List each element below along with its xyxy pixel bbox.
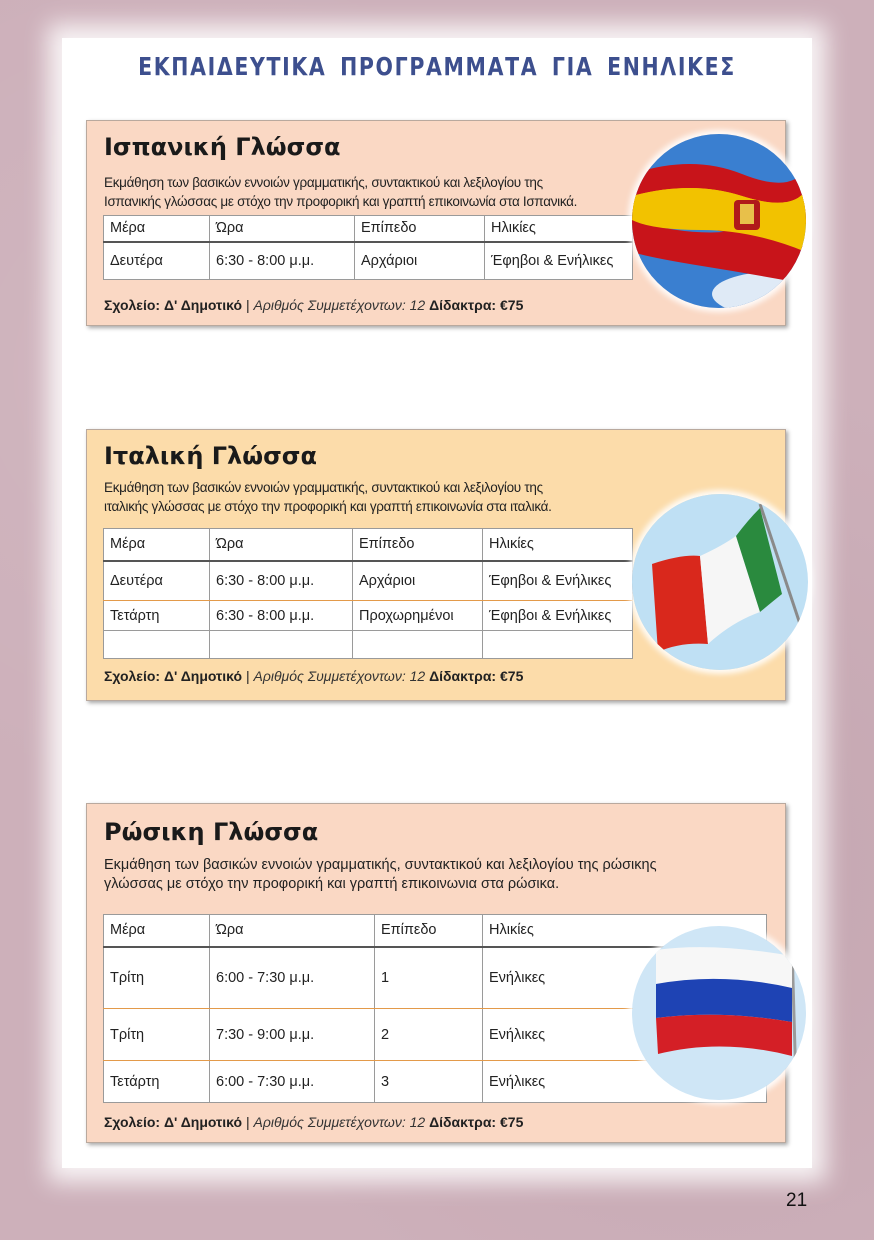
fees-value: €75: [500, 668, 524, 684]
table-row: [104, 242, 633, 280]
cell-level: Αρχάριοι: [353, 561, 483, 601]
cell-day: Τρίτη: [104, 947, 210, 1009]
course-description: Εκμάθηση των βασικών εννοιών γραμματικής, συντακτικού και λεξιλογίου της ρώσικης γλώσσας με στόχο την προφορική και γραπτή επικοινωνια στα ρώσικα.: [104, 857, 657, 892]
table-row: [104, 601, 633, 631]
page-number: 21: [786, 1190, 808, 1211]
cell-level: 3: [375, 1061, 483, 1103]
school-name: Δ' Δημοτικό: [163, 1114, 243, 1130]
header-time: Ώρα: [210, 915, 375, 947]
course-title: Ρώσικη Γλώσσα: [104, 818, 319, 846]
schedule-table: [103, 528, 633, 659]
cell-level: Προχωρημένοι: [353, 601, 483, 631]
cell-ages: [483, 631, 633, 659]
spain-flag-icon: [632, 134, 806, 308]
cell-ages: Έφηβοι & Ενήλικες: [485, 242, 633, 280]
cell-ages: Έφηβοι & Ενήλικες: [483, 601, 633, 631]
course-title: Ισπανική Γλώσσα: [104, 133, 341, 161]
page-title: ΕΚΠΑΙΔΕΥΤΙΚΑ ΠΡΟΓΡΑΜΜΑΤΑ ΓΙΑ ΕΝΗΛΙΚΕΣ: [138, 52, 736, 81]
header-level: Επίπεδο: [375, 915, 483, 947]
table-row: [104, 631, 633, 659]
school-label: Σχολείο:: [104, 668, 161, 684]
participants: Αριθμός Συμμετέχοντων: 12: [253, 297, 426, 313]
cell-level: [353, 631, 483, 659]
cell-day: Τετάρτη: [104, 601, 210, 631]
participants: Αριθμός Συμμετέχοντων: 12: [253, 668, 426, 684]
cell-time: [210, 631, 353, 659]
cell-ages: Ενήλικες: [483, 947, 767, 1009]
cell-level: 1: [375, 947, 483, 1009]
header-time: Ώρα: [210, 529, 353, 561]
header-day: Μέρα: [104, 915, 210, 947]
header-level: Επίπεδο: [355, 216, 485, 242]
italy-flag-icon: [632, 494, 808, 670]
cell-day: Τρίτη: [104, 1009, 210, 1061]
separator: |: [245, 1114, 250, 1130]
cell-time: 6:00 - 7:30 μ.μ.: [210, 1061, 375, 1103]
table-header-row: [104, 216, 633, 242]
fees-value: €75: [500, 297, 524, 313]
cell-time: 6:30 - 8:00 μ.μ.: [210, 601, 353, 631]
cell-time: 7:30 - 9:00 μ.μ.: [210, 1009, 375, 1061]
participants: Αριθμός Συμμετέχοντων: 12: [253, 1114, 426, 1130]
table-row: [104, 561, 633, 601]
school-name: Δ' Δημοτικό: [163, 297, 243, 313]
schedule-table: [103, 215, 633, 280]
separator: |: [245, 668, 250, 684]
separator: |: [245, 297, 250, 313]
cell-ages: Έφηβοι & Ενήλικες: [483, 561, 633, 601]
course-footer: [104, 1114, 523, 1130]
cell-time: 6:30 - 8:00 μ.μ.: [210, 242, 355, 280]
header-day: Μέρα: [104, 216, 210, 242]
course-footer: [104, 668, 523, 684]
cell-level: Αρχάριοι: [355, 242, 485, 280]
cell-day: [104, 631, 210, 659]
russia-flag-icon: [632, 926, 806, 1100]
header-day: Μέρα: [104, 529, 210, 561]
cell-time: 6:00 - 7:30 μ.μ.: [210, 947, 375, 1009]
header-level: Επίπεδο: [353, 529, 483, 561]
course-footer: [104, 297, 523, 313]
cell-day: Δευτέρα: [104, 561, 210, 601]
cell-level: 2: [375, 1009, 483, 1061]
course-description: Εκμάθηση των βασικών εννοιών γραμματικής, συντακτικού και λεξιλογίου της ιταλικής γλώσσας με στόχο την προφορική και γραπτή επικοινωνία στα ιταλικά.: [104, 480, 552, 514]
fees-value: €75: [500, 1114, 524, 1130]
fees-label: Δίδακτρα:: [429, 1114, 497, 1130]
cell-ages: Ενήλικες: [483, 1061, 767, 1103]
cell-day: Τετάρτη: [104, 1061, 210, 1103]
school-name: Δ' Δημοτικό: [163, 668, 243, 684]
school-label: Σχολείο:: [104, 1114, 161, 1130]
course-description: Εκμάθηση των βασικών εννοιών γραμματικής, συντακτικού και λεξιλογίου της Ισπανικής γλώσσας με στόχο την προφορική και γραπτή επικοινωνία στα Ισπανικά.: [104, 175, 578, 209]
cell-ages: Ενήλικες: [483, 1009, 767, 1061]
school-label: Σχολείο:: [104, 297, 161, 313]
fees-label: Δίδακτρα:: [429, 297, 497, 313]
header-ages: Ηλικίες: [483, 915, 767, 947]
header-ages: Ηλικίες: [483, 529, 633, 561]
cell-time: 6:30 - 8:00 μ.μ.: [210, 561, 353, 601]
header-time: Ώρα: [210, 216, 355, 242]
cell-day: Δευτέρα: [104, 242, 210, 280]
header-ages: Ηλικίες: [485, 216, 633, 242]
course-title: Ιταλική Γλώσσα: [104, 442, 317, 470]
table-header-row: [104, 529, 633, 561]
fees-label: Δίδακτρα:: [429, 668, 497, 684]
